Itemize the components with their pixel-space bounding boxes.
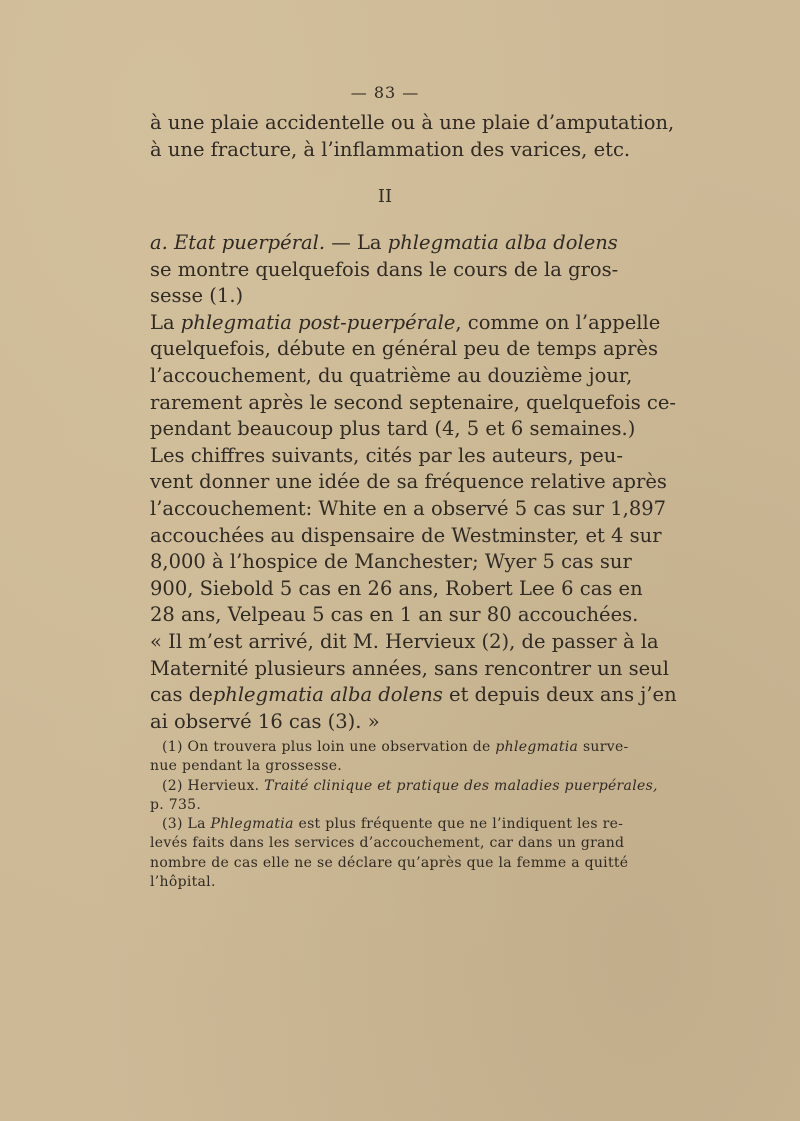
text-line: 900, Siebold 5 cas en 26 ans, Robert Lee 6 cas en bbox=[150, 576, 643, 600]
text-line: 28 ans, Velpeau 5 cas en 1 an sur 80 accouchées. bbox=[150, 603, 639, 627]
italic-term: phlegmatia alba dolens bbox=[212, 683, 443, 707]
text-line: « Il m’est arrivé, dit M. Hervieux (2), de passer à la bbox=[150, 629, 659, 653]
text-line: Maternité plusieurs années, sans rencontrer un seul bbox=[150, 656, 669, 680]
footnote-2 bbox=[150, 777, 658, 796]
text-line: p. 735. bbox=[150, 796, 202, 813]
text-line: nue pendant la grossesse. bbox=[150, 758, 343, 775]
text-line: Les chiffres suivants, cités par les auteurs, peu- bbox=[150, 443, 623, 467]
text-fragment: cas de bbox=[150, 683, 213, 707]
paragraph-heading-line bbox=[150, 230, 618, 257]
text-fragment: La bbox=[356, 231, 382, 254]
text-line: l’accouchement, du quatrième au douzième jour, bbox=[150, 363, 633, 387]
text-line: ai observé 16 cas (3). » bbox=[150, 709, 380, 733]
text-line: l’hôpital. bbox=[150, 874, 216, 891]
text-line bbox=[150, 310, 661, 337]
text-line: 8,000 à l’hospice de Manchester; Wyer 5 cas sur bbox=[150, 550, 632, 574]
text-line: quelquefois, débute en général peu de temps après bbox=[150, 337, 658, 361]
heading-dash: — bbox=[331, 231, 351, 254]
text-line: levés faits dans les services d’accouchement, car dans un grand bbox=[150, 835, 625, 852]
paragraph-label: a. bbox=[150, 231, 168, 254]
text-fragment: (3) La bbox=[162, 816, 206, 833]
text-line: pendant beaucoup plus tard (4, 5 et 6 semaines.) bbox=[150, 417, 636, 441]
text-line: vent donner une idée de sa fréquence relative après bbox=[150, 470, 667, 494]
text-fragment: et depuis deux ans j’en bbox=[442, 683, 677, 707]
text-line: nombre de cas elle ne se déclare qu’après que la femme a quitté bbox=[150, 854, 629, 871]
italic-term: phlegmatia alba dolens bbox=[387, 231, 618, 254]
text-fragment: surve- bbox=[578, 739, 629, 755]
text-line: se montre quelquefois dans le cours de la gros- bbox=[150, 257, 619, 281]
footnotes bbox=[150, 738, 658, 892]
italic-term: Phlegmatia bbox=[210, 816, 294, 833]
text-line bbox=[150, 682, 677, 709]
text-fragment: , comme on l’appelle bbox=[455, 310, 661, 334]
text-fragment: (1) On trouvera plus loin une observation de bbox=[162, 739, 491, 755]
text-fragment: (2) Hervieux. bbox=[162, 777, 260, 794]
section-body bbox=[150, 230, 677, 735]
italic-title: Traité clinique et pratique des maladies puerpérales, bbox=[264, 777, 658, 794]
text-line: sesse (1.) bbox=[150, 284, 244, 308]
text-line: rarement après le second septenaire, quelquefois ce- bbox=[150, 390, 676, 414]
italic-term: phlegmatia post-puerpérale bbox=[180, 310, 456, 334]
text-line: à une fracture, à l’inflammation des varices, etc. bbox=[150, 137, 631, 161]
paragraph-heading: Etat puerpéral. bbox=[174, 231, 326, 254]
footnote-3 bbox=[150, 815, 624, 834]
italic-term: phlegmatia bbox=[495, 739, 579, 755]
section-heading: II bbox=[377, 186, 393, 207]
text-line: accouchées au dispensaire de Westminster, et 4 sur bbox=[150, 523, 662, 547]
text-fragment: La bbox=[150, 310, 175, 334]
intro-text bbox=[150, 110, 675, 163]
text-line: à une plaie accidentelle ou à une plaie d’amputation, bbox=[150, 111, 675, 134]
text-fragment: est plus fréquente que ne l’indiquent les re- bbox=[293, 816, 624, 833]
page-number: — 83 — bbox=[350, 83, 420, 102]
text-line: l’accouchement: White en a observé 5 cas sur 1,897 bbox=[150, 496, 667, 520]
footnote-1 bbox=[150, 738, 629, 757]
